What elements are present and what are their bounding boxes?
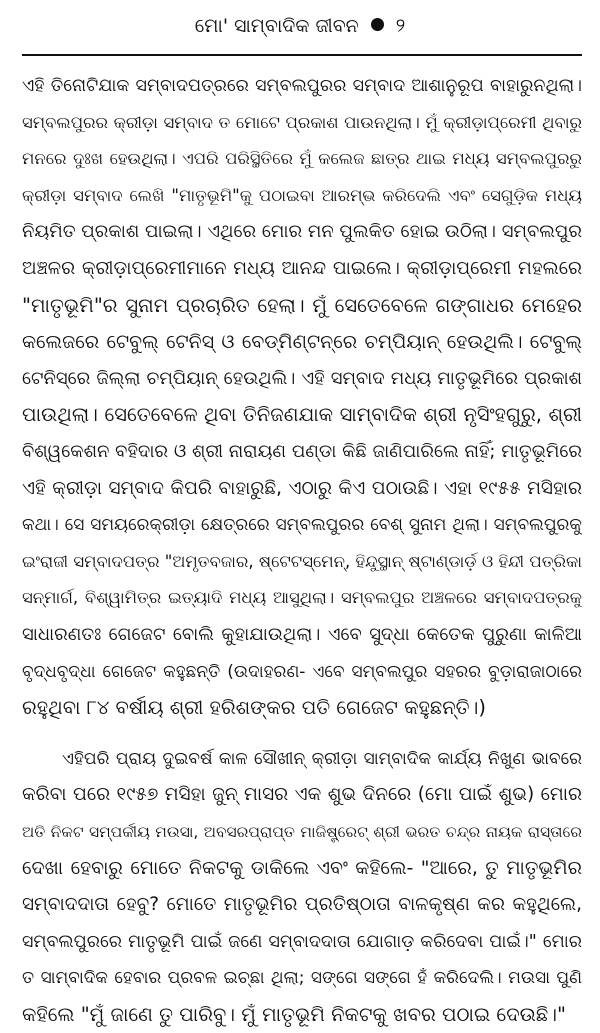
running-header <box>0 14 600 38</box>
text-line: ବିଶ୍ୱକେଶନ ବହିଦାର ଓ ଶ୍ରୀ ନାରାୟଣ ପଣ୍ଡା କିଛି ଜାଣିପାରିଲେ ନାହିଁ; ମାତୃଭୂମିରେ <box>22 440 582 462</box>
paragraph-gap <box>22 727 582 741</box>
text-line: କରିବା ପରେ ୧୯୫୭ ମସିହା ଜୁନ୍ ମାସର ଏକ ଶୁଭ ଦିନରେ (ମୋ ପାଇଁ ଶୁଭ) ମୋର <box>22 784 582 806</box>
text-line: ସମ୍ବଲପୁରରେ ମାତୃଭୂମି ପାଇଁ ଜଣେ ସମ୍ବାଦଦାତା ଯୋଗାଡ଼ କରିଦେବା ପାଇଁ।" ମୋର <box>22 931 582 952</box>
text-line: ଟେନିସ୍‌ରେ ଜିଲ୍ଲା ଚମ୍ପିୟାନ୍ ହେଉଥିଲି। ଏହି ସମ୍ବାଦ ମଧ୍ୟ ମାତୃଭୂମିରେ ପ୍ରକାଶ <box>22 367 582 389</box>
text-line: ସମ୍ବାଦଦାତା ହେବୁ? ମୋତେ ମାତୃଭୂମିର ପ୍ରତିଷ୍ଠାତା ବାଳକୃଷ୍ଣ କର କହୁଥିଲେ, <box>22 894 582 916</box>
text-line: ଏହି ତିନୋଟିଯାକ ସମ୍ବାଦପତ୍ରରେ ସମ୍ବଲପୁରର ସମ୍ବାଦ ଆଶାନୁରୂପ ବାହାରୁନଥିଲା। <box>22 76 582 96</box>
text-line: କହିଲେ "ମୁଁ ଜାଣେ ତୁ ପାରିବୁ। ମୁଁ ମାତୃଭୂମି ନିକଟକୁ ଖବର ପଠାଇ ଦେଉଛି।" <box>22 1002 566 1026</box>
text-line: ଅତି ନିକଟ ସମ୍ପର୍କୀୟ ମଉସା, ଅବସରପ୍ରାପ୍ତ ମାଜିଷ୍ଟ୍ରେଟ୍ ଶ୍ରୀ ଭରତ ଚନ୍ଦ୍ର ନାୟକ ରାସ୍ତାରେ <box>22 822 582 841</box>
bullet-icon <box>371 18 384 31</box>
text-line: "ମାତୃଭୂମି"ର ସୁନାମ ପ୍ରଚାରିତ ହେଲା। ମୁଁ ସେତେବେଳେ ଗଙ୍ଗାଧର ମେହେର <box>22 293 582 317</box>
text-line: ଏହିପରି ପ୍ରାୟ ଦୁଇବର୍ଷ କାଳ ସୌଖୀନ୍ କ୍ରୀଡ଼ା ସାମ୍ବାଦିକ କାର୍ଯ୍ୟ ନିଖୁଣ ଭାବରେ <box>62 748 582 769</box>
text-line: କଥା। ସେ ସମୟରେକ୍ରୀଡ଼ା କ୍ଷେତ୍ରରେ ସମ୍ବଲପୁରର ବେଶ୍ ସୁନାମ ଥିଲା। ସମ୍ବଲପୁରକୁ <box>22 515 582 536</box>
paragraph-1 <box>22 68 582 727</box>
text-line: କଲେଜରେ ଟେବୁଲ୍ ଟେନିସ୍ ଓ ବେଡ୍‌ମିଣ୍ଟନ୍‌ରେ ଚମ୍ପିୟାନ୍ ହେଉଥିଲି। ଟେବୁଲ୍ <box>22 331 582 354</box>
text-line: ଦେଖା ହେବାରୁ ମୋତେ ନିକଟକୁ ଡାକିଲେ ଏବଂ କହିଲେ- "ଆରେ, ତୁ ମାତୃଭୂମିର <box>22 857 582 880</box>
text-line: ଅଞ୍ଚଳର କ୍ରୀଡ଼ାପ୍ରେମୀମାନେ ମଧ୍ୟ ଆନନ୍ଦ ପାଇଲେ। କ୍ରୀଡ଼ାପ୍ରେମୀ ମହଲରେ <box>22 257 582 279</box>
text-line: ବୃଦ୍ଧବୃଦ୍ଧା ଗେଜେଟ କହୁଛନ୍ତି (ଉଦାହରଣ- ଏବେ ସମ୍ବଲପୁର ସହରର ବୁଡ଼ାରାଜାଠାରେ <box>22 661 582 682</box>
text-line: ସନ୍‌ମାର୍ଗ, ବିଶ୍ୱାମିତ୍ର ଇତ୍ୟାଦି ମଧ୍ୟ ଆସୁଥିଲା। ସମ୍ବଲପୁର ଅଞ୍ଚଳରେ ସମ୍ବାଦପତ୍ରକୁ <box>22 588 582 608</box>
text-line: ଏହି କ୍ରୀଡ଼ା ସମ୍ବାଦ କିପରି ବାହାରୁଛି, ଏଠାରୁ କିଏ ପଠାଉଛି। ଏହା ୧୯୫୫ ମସିହାର <box>22 477 582 499</box>
text-line: କ୍ରୀଡ଼ା ସମ୍ବାଦ ଲେଖି "ମାତୃଭୂମି"କୁ ପଠାଇବା ଆରମ୍ଭ କରିଦେଲି ଏବଂ ସେଗୁଡ଼ିକ ମଧ୍ୟ <box>22 185 582 205</box>
text-line: ନିୟମିତ ପ୍ରକାଶ ପାଇଲା। ଏଥିରେ ମୋର ମନ ପୁଲକିତ ହୋଇ ଉଠିଲା। ସମ୍ବଲପୁର <box>22 221 582 243</box>
text-line: ମନରେ ଦୁଃଖ ହେଉଥିଲା। ଏପରି ପରିସ୍ଥିତିରେ ମୁଁ କଲେଜ ଛାତ୍ର ଥାଇ ମଧ୍ୟ ସମ୍ବଲପୁରରୁ <box>22 149 582 169</box>
text-line: ପାଉଥିଲା। ସେତେବେଳେ ଥିବା ତିନିଜଣଯାକ ସାମ୍ବାଦିକ ଶ୍ରୀ ନୃସିଂହଗୁରୁ, ଶ୍ରୀ <box>22 403 582 427</box>
page-number: ୨ <box>395 15 406 37</box>
text-line: ସାଧାରଣତଃ ଗେଜେଟ ବୋଲି କୁହାଯାଉଥିଲା। ଏବେ ସୁଦ୍ଧା କେତେକ ପୁରୁଣା କାଳିଆ <box>22 623 582 645</box>
text-line: ତ ସାମ୍ବାଦିକ ହେବାର ପ୍ରବଳ ଇଚ୍ଛା ଥିଲା; ସଙ୍ଗେ ସଙ୍ଗେ ହଁ କରିଦେଲି। ମଉସା ପୁଣି <box>22 968 582 989</box>
text-line: ରହୁଥିବା ୮୪ ବର୍ଷୀୟ ଶ୍ରୀ ହରିଶଙ୍କର ପତି ଗେଜେଟ କହୁଛନ୍ତି।) <box>22 696 486 720</box>
header-rule <box>22 54 582 56</box>
body-text <box>22 68 582 1033</box>
paragraph-2 <box>22 741 582 1033</box>
text-line: ଇଂରାଜୀ ସମ୍ବାଦପତ୍ର "ଅମୃତବଜାର, ଷ୍ଟେଟସ୍‌ମେନ୍, ହିନ୍ଦୁସ୍ଥାନ୍ ଷ୍ଟାଣ୍ଡାର୍ଡ଼ ଓ ହିନ୍ଦୀ ପତ୍ରିକା <box>22 551 582 571</box>
running-title: ମୋ' ସାମ୍ବାଦିକ ଜୀବନ <box>194 15 359 37</box>
text-line: ସମ୍ବଲପୁରର କ୍ରୀଡ଼ା ସମ୍ବାଦ ତ ମୋଟେ ପ୍ରକାଶ ପାଉନଥିଲା। ମୁଁ କ୍ରୀଡ଼ାପ୍ରେମୀ ଥିବାରୁ <box>22 112 582 132</box>
